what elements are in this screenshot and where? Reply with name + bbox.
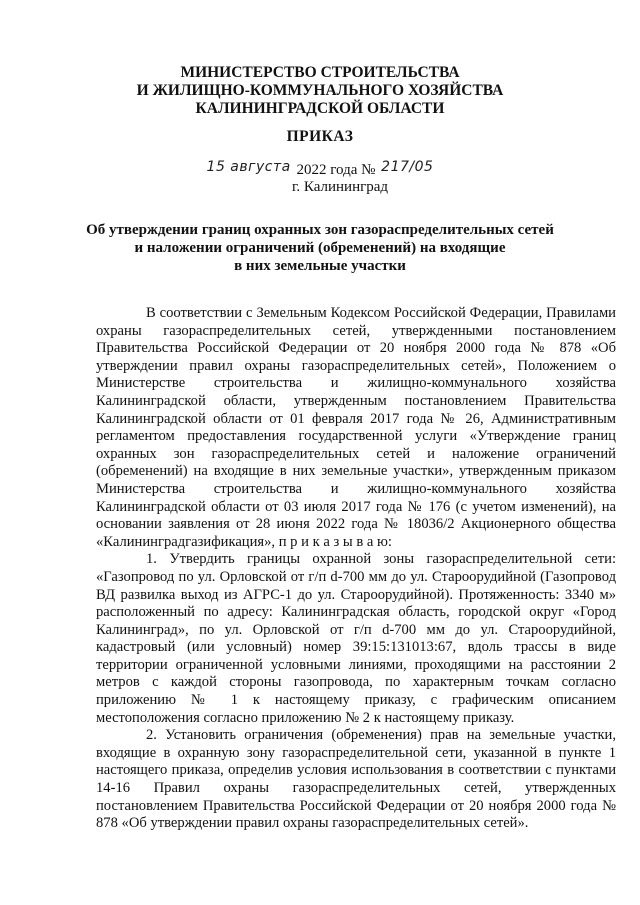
ministry-header-line3: КАЛИНИНГРАДСКОЙ ОБЛАСТИ — [195, 100, 445, 117]
order-body — [96, 305, 616, 833]
body-paragraph-item-2: 2. Установить ограничения (обременения) прав на земельные участки, входящие в охранную зону газораспределительной сети, указанной в пункте 1 настоящего приказа, определив условия использования в соответствии с пунктами 14-16 Правил охраны газораспределительных сетей, утвержденных постановлением Правительства Российской Федерации от 20 ноября 2000 года № 878 «Об утверждении правил охраны газораспределительных сетей». — [96, 727, 616, 832]
body-paragraph-item-1: 1. Утвердить границы охранной зоны газораспределительной сети: «Газопровод по ул. Орловской от г/п d-700 мм до ул. Староорудийной (Газопровод ВД развилка выход из АГРС-1 до ул. Староорудийной). Протяженность: 3340 м» расположенный по адресу: Калининградская область, городской округ «Город Калининград», по ул. Орловской от г/п d-700 мм до ул. Староорудийной, кадастровый (или условный) номер 39:15:131013:67, вдоль трассы в виде территории ограниченной условными линиями, проходящими на расстоянии 2 метров с каждой стороны газопровода, по характерным точкам согласно приложению № 1 к настоящему приказу, с графическим описанием местоположения согласно приложению № 2 к настоящему приказу. — [96, 551, 616, 726]
city-name: г. Калининград — [291, 179, 389, 195]
document-title: ПРИКАЗ — [286, 128, 354, 145]
year-text: 2022 года № — [296, 162, 376, 178]
ministry-header — [0, 64, 640, 118]
subject-line2: и наложении ограничений (обременений) на входящие — [134, 240, 506, 256]
ministry-header-line1: МИНИСТЕРСТВО СТРОИТЕЛЬСТВА — [180, 64, 460, 81]
order-subject — [0, 221, 640, 275]
handwritten-number: 217/05 — [381, 159, 434, 175]
date-line — [0, 159, 640, 196]
handwritten-date: 15 августа — [206, 159, 291, 175]
body-paragraph-preamble: В соответствии с Земельным Кодексом Российской Федерации, Правилами охраны газораспределительных сетей, утвержденными постановлением Правительства Российской Федерации от 20 ноября 2000 года № 878 «Об утверждении правил охраны газораспределительных сетей», Положением о Министерстве строительства и жилищно-коммунального хозяйства Калининградской области, утвержденным постановлением Правительства Калининградской области от 01 февраля 2017 года № 26, Административным регламентом предоставления государственной услуги «Утверждение границ охранных зон газораспределительных сетей и наложение ограничений (обременений) на входящие в них земельные участки», утвержденным приказом Министерства строительства и жилищно-коммунального хозяйства Калининградской области от 03 июля 2017 года № 176 (с учетом изменений), на основании заявления от 28 июня 2022 года № 18036/2 Акционерного общества «Калининградгазификация», п р и к а з ы в а ю: — [96, 305, 616, 550]
subject-line3: в них земельные участки — [234, 258, 406, 274]
ministry-header-line2: И ЖИЛИЩНО-КОММУНАЛЬНОГО ХОЗЯЙСТВА — [136, 82, 504, 99]
subject-line1: Об утверждении границ охранных зон газораспределительных сетей — [86, 222, 554, 238]
